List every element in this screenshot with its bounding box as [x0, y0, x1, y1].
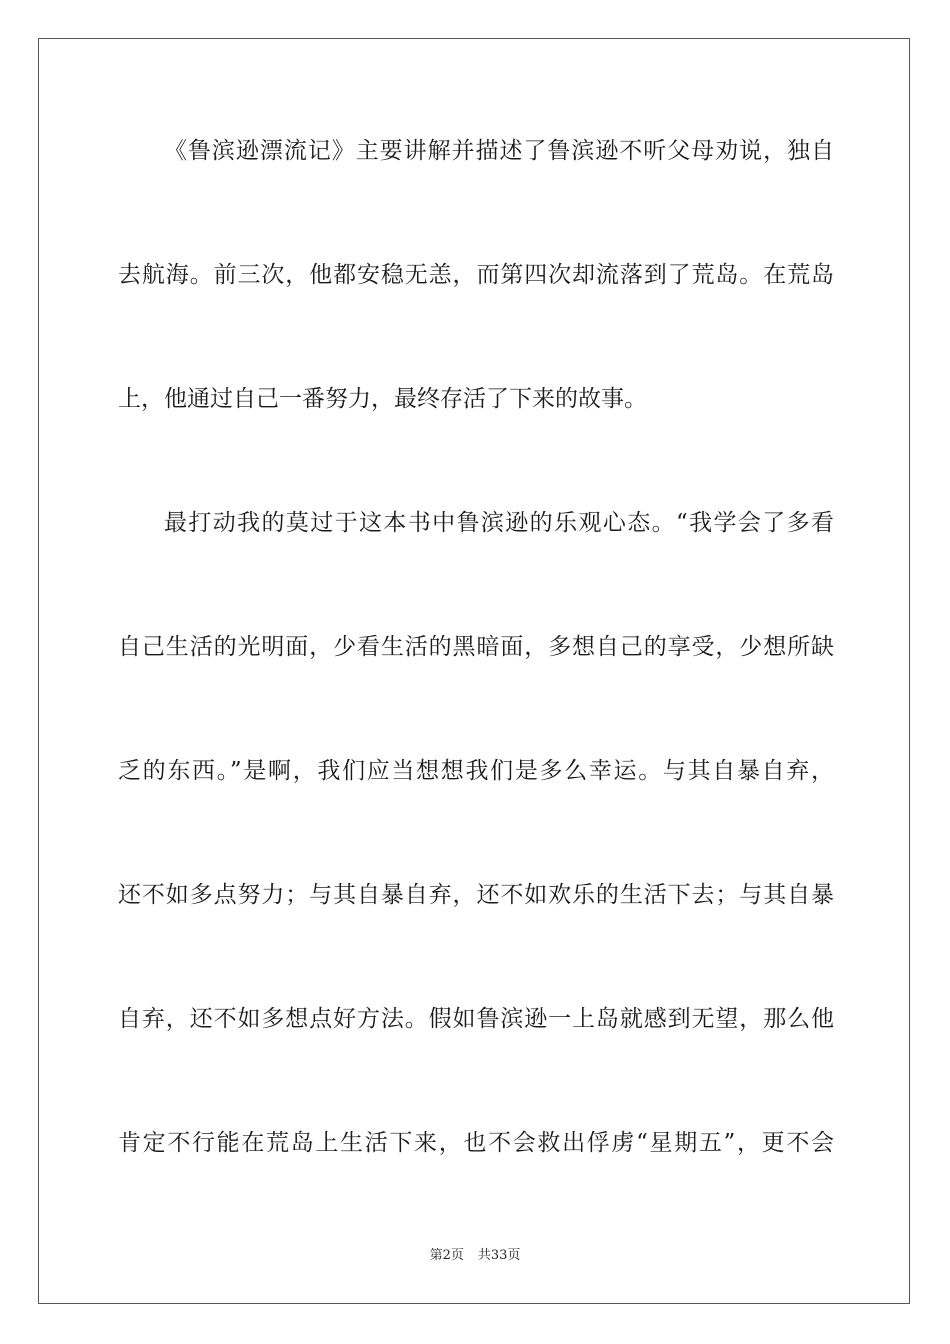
page-frame [38, 38, 910, 1304]
paragraph-2-line-1: 最打动我的莫过于这本书中鲁滨逊的乐观心态。“我学会了多看 [164, 510, 834, 536]
page-number: 第2页 [429, 1248, 464, 1263]
paragraph-1-line-2: 去航海。前三次，他都安稳无恙，而第四次却流落到了荒岛。在荒岛 [118, 262, 834, 288]
total-pages: 共33页 [477, 1248, 521, 1263]
paragraph-2-line-2: 自己生活的光明面，少看生活的黑暗面，多想自己的享受，少想所缺 [118, 634, 834, 660]
page-footer [0, 1247, 950, 1265]
paragraph-2-line-3: 乏的东西。”是啊，我们应当想想我们是多么幸运。与其自暴自弃， [118, 758, 834, 784]
paragraph-1-line-1: 《鲁滨逊漂流记》主要讲解并描述了鲁滨逊不听父母劝说，独自 [164, 138, 834, 164]
paragraph-2-line-5: 自弃，还不如多想点好方法。假如鲁滨逊一上岛就感到无望，那么他 [118, 1006, 834, 1032]
paragraph-2-line-6: 肯定不行能在荒岛上生活下来，也不会救出俘虏“星期五”，更不会 [118, 1130, 834, 1156]
paragraph-2-line-4: 还不如多点努力；与其自暴自弃，还不如欢乐的生活下去；与其自暴 [118, 882, 834, 908]
paragraph-1-line-3: 上，他通过自己一番努力，最终存活了下来的故事。 [118, 386, 647, 412]
